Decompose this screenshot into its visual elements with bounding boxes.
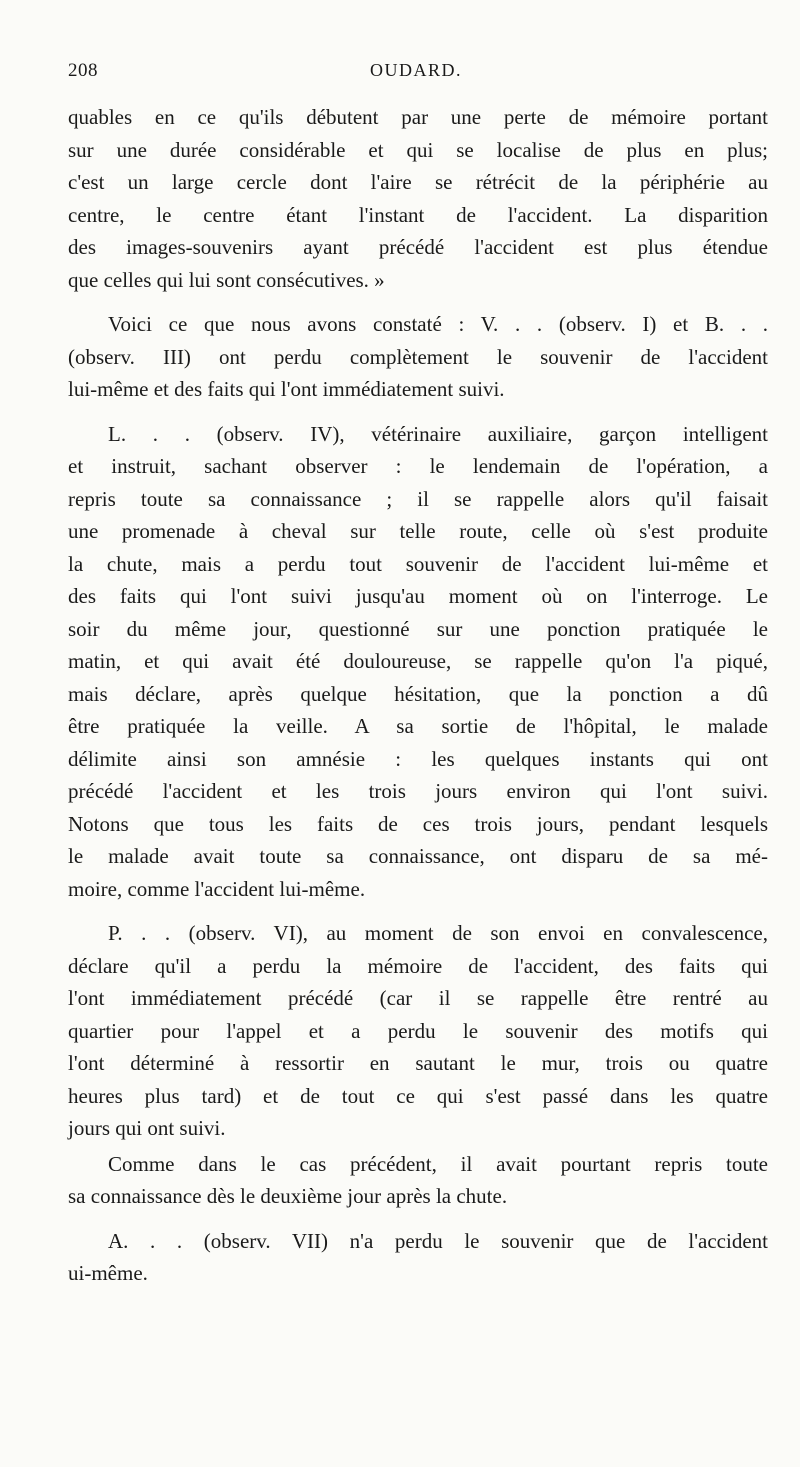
text-line: repris toute sa connaissance ; il se rappelle alors qu'il faisait [68, 486, 768, 511]
text-line: matin, et qui avait été douloureuse, se rappelle qu'on l'a piqué, [68, 649, 768, 673]
text-line: la chute, mais a perdu tout souvenir de l'accident lui-même et [68, 551, 768, 576]
text-line: ui-même. [68, 1261, 148, 1285]
paragraph [68, 1225, 768, 1290]
text-line: que celles qui lui sont consécutives. » [68, 267, 385, 292]
page-number: 208 [68, 60, 98, 81]
text-line: être pratiquée la veille. A sa sortie de l'hôpital, le malade [68, 714, 768, 738]
text-line: des faits qui l'ont suivi jusqu'au moment où on l'interroge. Le [68, 584, 768, 608]
text-line: c'est un large cercle dont l'aire se rétrécit de la périphérie au [68, 170, 768, 194]
text-line: centre, le centre étant l'instant de l'accident. La disparition [68, 202, 768, 227]
text-line: le malade avait toute sa connaissance, ont disparu de sa mé- [68, 844, 768, 868]
text-line: sa connaissance dès le deuxième jour après la chute. [68, 1184, 508, 1208]
paragraph [68, 917, 768, 1145]
text-line: délimite ainsi son amnésie : les quelques instants qui ont [68, 746, 768, 771]
text-line: heures plus tard) et de tout ce qui s'est passé dans les quatre [68, 1083, 768, 1108]
text-line: P. . . (observ. VI), au moment de son envoi en convalescence, [108, 921, 768, 945]
text-line: l'ont immédiatement précédé (car il se rappelle être rentré au [68, 986, 768, 1010]
running-head: OUDARD. [370, 60, 463, 80]
paragraph [68, 1148, 768, 1213]
text-line: moire, comme l'accident lui-même. [68, 876, 366, 901]
text-line: déclare qu'il a perdu la mémoire de l'accident, des faits qui [68, 953, 768, 978]
text-line: Notons que tous les faits de ces trois jours, pendant lesquels [68, 811, 768, 836]
text-line: Comme dans le cas précédent, il avait pourtant repris toute [108, 1151, 768, 1176]
text-line: quables en ce qu'ils débutent par une perte de mémoire portant [68, 105, 768, 129]
text-line: L. . . (observ. IV), vétérinaire auxiliaire, garçon intelligent [108, 421, 768, 446]
paragraph [68, 101, 768, 296]
text-line: et instruit, sachant observer : le lendemain de l'opération, a [68, 454, 768, 478]
text-line: mais déclare, après quelque hésitation, que la ponction a dû [68, 681, 768, 706]
text-line: une promenade à cheval sur telle route, celle où s'est produite [68, 519, 768, 543]
text-line: précédé l'accident et les trois jours environ qui l'ont suivi. [68, 779, 768, 803]
text-line: l'ont déterminé à ressortir en sautant le mur, trois ou quatre [68, 1051, 768, 1075]
text-line: quartier pour l'appel et a perdu le souvenir des motifs qui [68, 1018, 768, 1043]
page-header [68, 60, 768, 90]
paragraph [68, 418, 768, 906]
paragraph [68, 308, 768, 406]
text-line: soir du même jour, questionné sur une ponction pratiquée le [68, 616, 768, 641]
text-line: (observ. III) ont perdu complètement le souvenir de l'accident [68, 344, 768, 369]
text-line: A. . . (observ. VII) n'a perdu le souvenir que de l'accident [108, 1228, 768, 1253]
text-line: Voici ce que nous avons constaté : V. . . (observ. I) et B. . . [108, 312, 768, 336]
text-line: lui-même et des faits qui l'ont immédiatement suivi. [68, 377, 505, 401]
text-line: des images-souvenirs ayant précédé l'accident est plus étendue [68, 235, 768, 259]
text-line: jours qui ont suivi. [68, 1116, 226, 1140]
body-text [68, 101, 768, 1290]
text-line: sur une durée considérable et qui se localise de plus en plus; [68, 137, 768, 162]
